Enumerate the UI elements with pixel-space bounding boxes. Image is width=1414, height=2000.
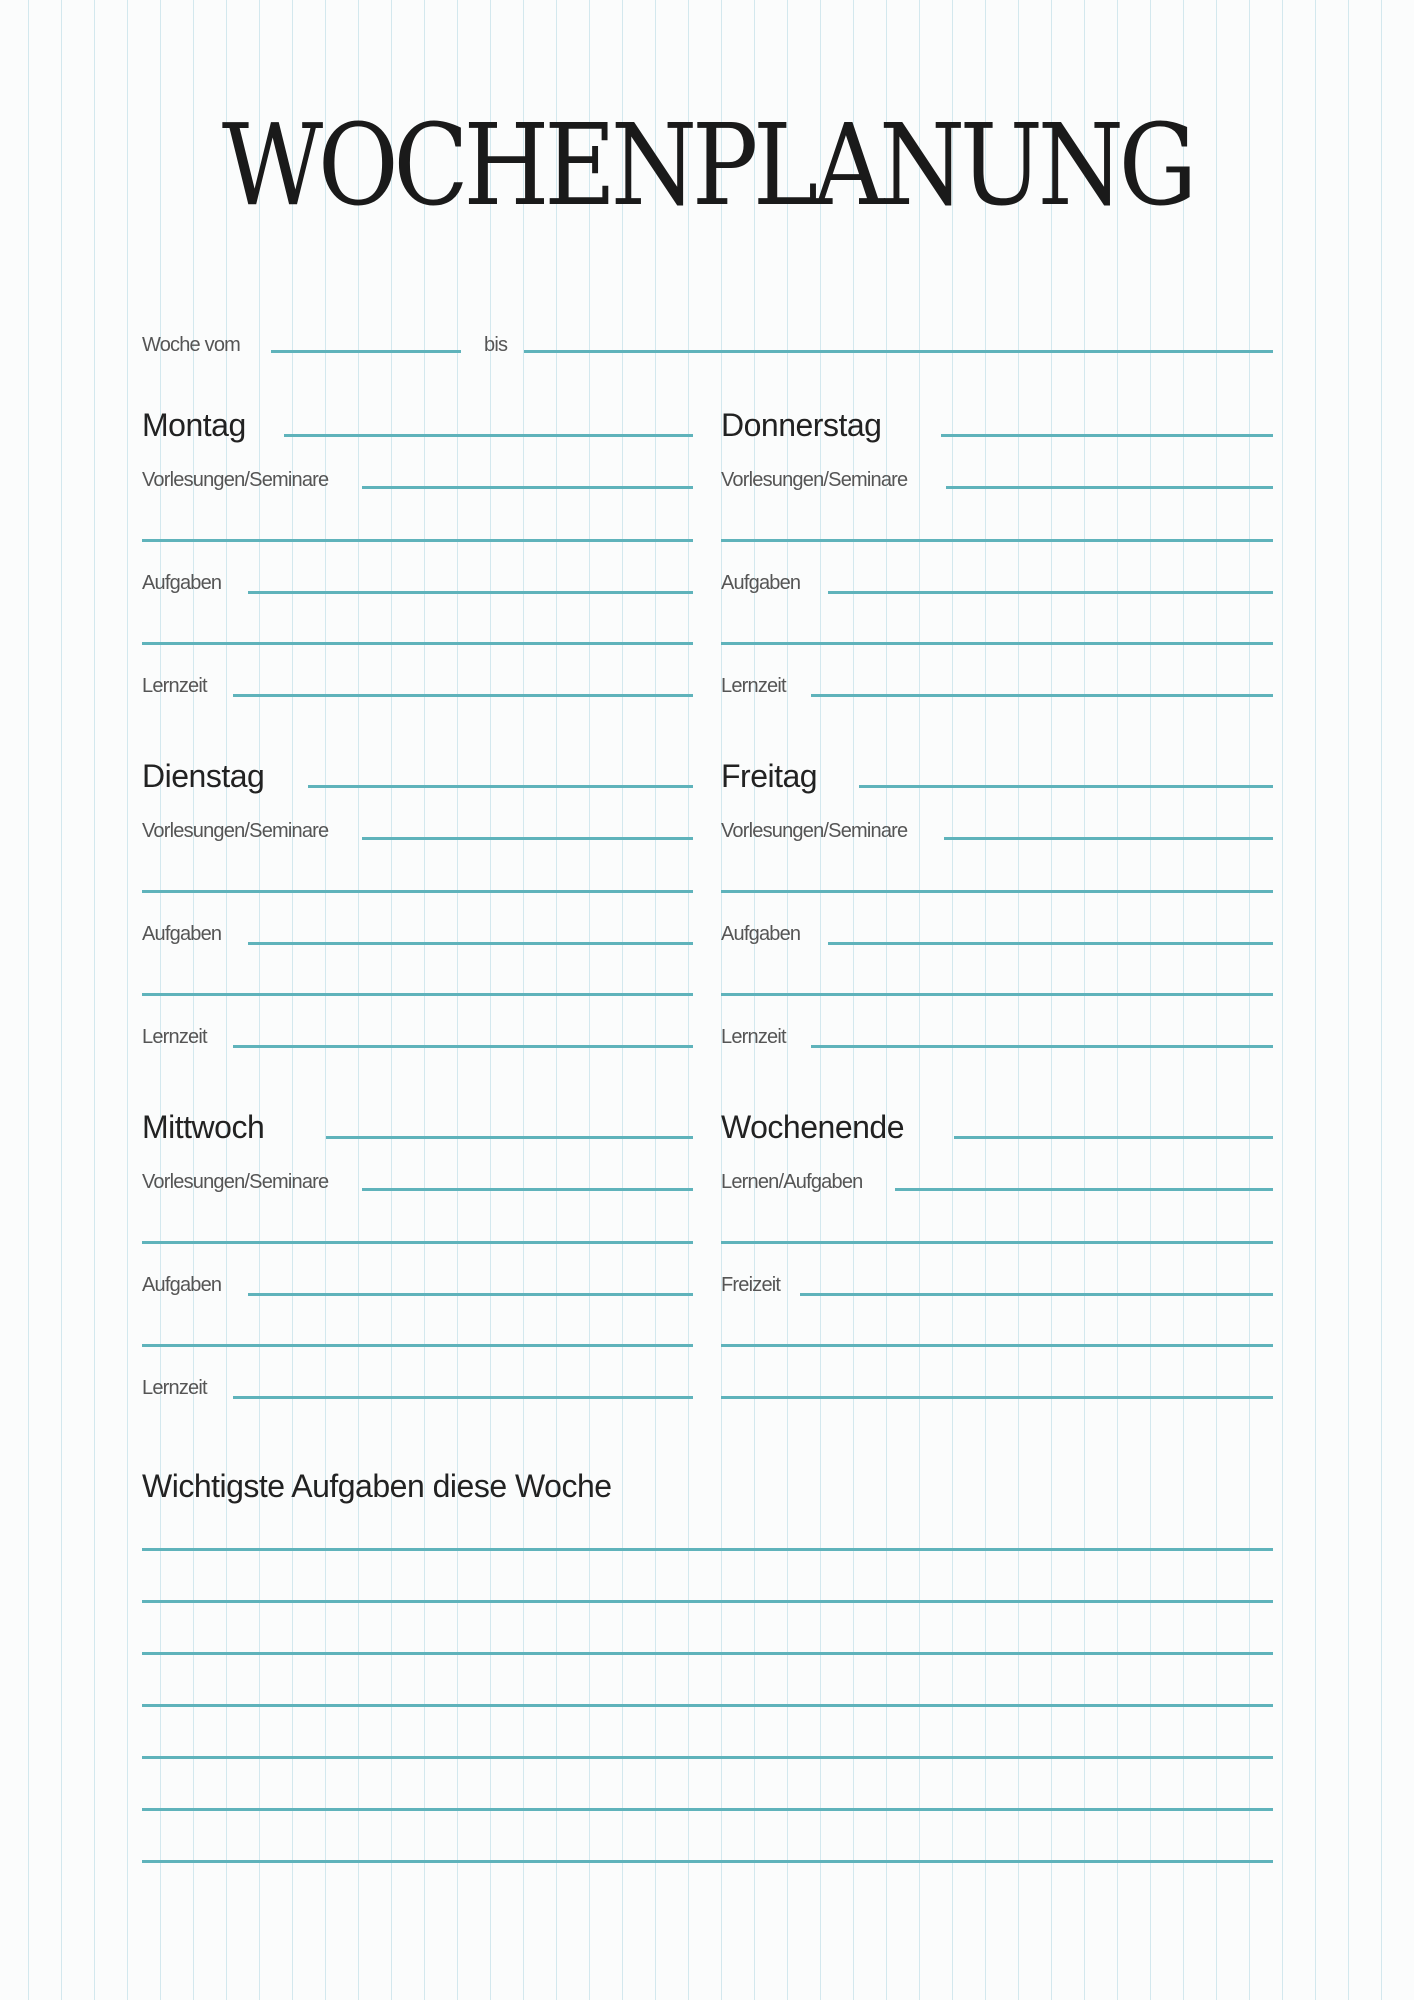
friday-date-field[interactable] <box>859 785 1273 788</box>
tuesday-tasks-label: Aufgaben <box>142 923 222 945</box>
priority-line[interactable] <box>142 1808 1273 1811</box>
weekend-free-time-field-2[interactable] <box>721 1344 1273 1347</box>
wednesday-tasks-field-2[interactable] <box>142 1344 693 1347</box>
weekend-study-tasks-field[interactable] <box>895 1188 1273 1191</box>
monday-date-field[interactable] <box>284 434 693 437</box>
friday-tasks-field[interactable] <box>828 942 1273 945</box>
friday-tasks-label: Aufgaben <box>721 923 801 945</box>
monday-lectures-field-2[interactable] <box>142 539 693 542</box>
day-heading-weekend: Wochenende <box>721 1109 904 1145</box>
weekend-date-field[interactable] <box>954 1136 1273 1139</box>
day-heading-friday: Freitag <box>721 758 818 794</box>
friday-lectures-field[interactable] <box>944 837 1273 840</box>
friday-lectures-label: Vorlesungen/Seminare <box>721 820 908 842</box>
monday-lectures-field[interactable] <box>362 486 693 489</box>
tuesday-lectures-field-2[interactable] <box>142 890 693 893</box>
thursday-lectures-field[interactable] <box>946 486 1273 489</box>
priority-line[interactable] <box>142 1600 1273 1603</box>
wednesday-lectures-field[interactable] <box>362 1188 693 1191</box>
priority-line[interactable] <box>142 1756 1273 1759</box>
day-heading-wednesday: Mittwoch <box>142 1109 265 1145</box>
wednesday-lectures-label: Vorlesungen/Seminare <box>142 1171 329 1193</box>
wednesday-study-field[interactable] <box>233 1396 693 1399</box>
monday-tasks-label: Aufgaben <box>142 572 222 594</box>
priorities-heading: Wichtigste Aufgaben diese Woche <box>142 1468 612 1504</box>
tuesday-lectures-label: Vorlesungen/Seminare <box>142 820 329 842</box>
priority-line[interactable] <box>142 1548 1273 1551</box>
wednesday-lectures-field-2[interactable] <box>142 1241 693 1244</box>
priority-line[interactable] <box>142 1652 1273 1655</box>
week-from-label: Woche vom <box>142 334 241 356</box>
tuesday-study-field[interactable] <box>233 1045 693 1048</box>
thursday-lectures-label: Vorlesungen/Seminare <box>721 469 908 491</box>
friday-study-label: Lernzeit <box>721 1026 786 1048</box>
priority-line[interactable] <box>142 1704 1273 1707</box>
day-heading-thursday: Donnerstag <box>721 407 882 443</box>
tuesday-tasks-field-2[interactable] <box>142 993 693 996</box>
thursday-tasks-label: Aufgaben <box>721 572 801 594</box>
week-to-field[interactable] <box>524 350 1273 353</box>
thursday-tasks-field-2[interactable] <box>721 642 1273 645</box>
wednesday-tasks-field[interactable] <box>248 1293 693 1296</box>
wednesday-study-label: Lernzeit <box>142 1377 207 1399</box>
weekend-free-time-field-3[interactable] <box>721 1396 1273 1399</box>
wednesday-tasks-label: Aufgaben <box>142 1274 222 1296</box>
monday-study-field[interactable] <box>233 694 693 697</box>
monday-tasks-field-2[interactable] <box>142 642 693 645</box>
week-from-field[interactable] <box>271 350 461 353</box>
monday-lectures-label: Vorlesungen/Seminare <box>142 469 329 491</box>
friday-tasks-field-2[interactable] <box>721 993 1273 996</box>
weekend-study-tasks-label: Lernen/Aufgaben <box>721 1171 863 1193</box>
day-heading-tuesday: Dienstag <box>142 758 265 794</box>
thursday-tasks-field[interactable] <box>828 591 1273 594</box>
monday-study-label: Lernzeit <box>142 675 207 697</box>
page-title: WOCHENPLANUNG <box>221 101 1193 231</box>
thursday-lectures-field-2[interactable] <box>721 539 1273 542</box>
weekend-free-time-field[interactable] <box>800 1293 1273 1296</box>
thursday-date-field[interactable] <box>941 434 1273 437</box>
wednesday-date-field[interactable] <box>326 1136 693 1139</box>
tuesday-study-label: Lernzeit <box>142 1026 207 1048</box>
monday-tasks-field[interactable] <box>248 591 693 594</box>
tuesday-lectures-field[interactable] <box>362 837 693 840</box>
week-to-label: bis <box>484 334 508 356</box>
tuesday-tasks-field[interactable] <box>248 942 693 945</box>
tuesday-date-field[interactable] <box>308 785 693 788</box>
weekend-study-tasks-field-2[interactable] <box>721 1241 1273 1244</box>
thursday-study-field[interactable] <box>811 694 1273 697</box>
priority-line[interactable] <box>142 1860 1273 1863</box>
thursday-study-label: Lernzeit <box>721 675 786 697</box>
friday-study-field[interactable] <box>811 1045 1273 1048</box>
day-heading-monday: Montag <box>142 407 246 443</box>
friday-lectures-field-2[interactable] <box>721 890 1273 893</box>
weekend-free-time-label: Freizeit <box>721 1274 781 1296</box>
